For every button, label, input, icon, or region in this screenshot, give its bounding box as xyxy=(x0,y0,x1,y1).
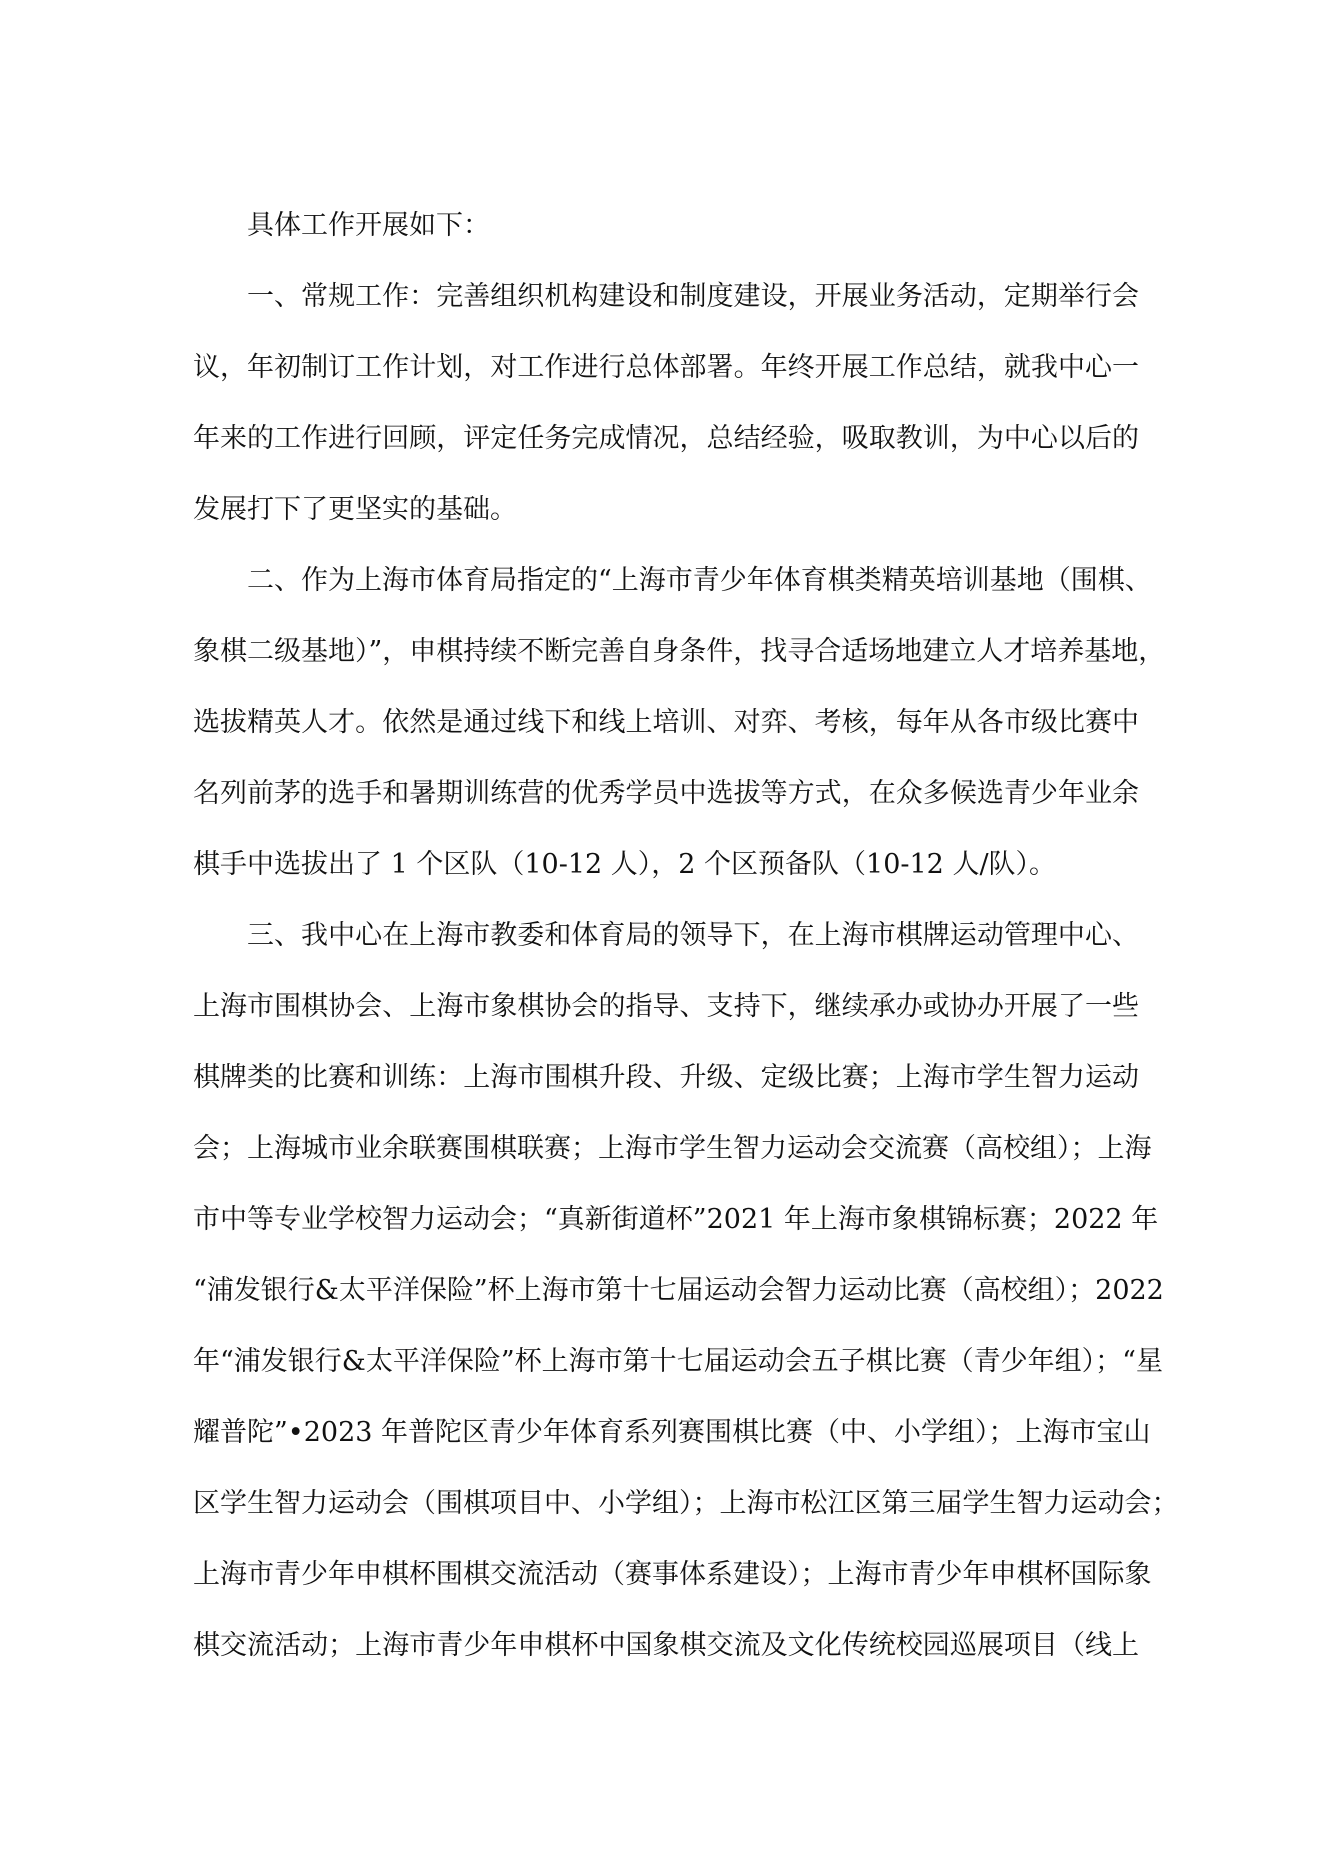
text-line: 会；上海城市业余联赛围棋联赛；上海市学生智力运动会交流赛（高校组）；上海 xyxy=(193,1133,1152,1164)
text-line: 上海市围棋协会、上海市象棋协会的指导、支持下，继续承办或协办开展了一些 xyxy=(193,991,1139,1022)
text-line: 耀普陀”•2023 年普陀区青少年体育系列赛围棋比赛（中、小学组）；上海市宝山 xyxy=(193,1417,1151,1448)
text-line: 市中等专业学校智力运动会；“真新街道杯”2021 年上海市象棋锦标赛；2022 年 xyxy=(193,1204,1159,1235)
text-line: 年“浦发银行&太平洋保险”杯上海市第十七届运动会五子棋比赛（青少年组）；“星 xyxy=(193,1346,1163,1377)
text-line: 象棋二级基地）”，申棋持续不断完善自身条件，找寻合适场地建立人才培养基地， xyxy=(193,636,1166,667)
text-line: 议，年初制订工作计划，对工作进行总体部署。年终开展工作总结，就我中心一 xyxy=(193,352,1139,383)
text-line: “浦发银行&太平洋保险”杯上海市第十七届运动会智力运动比赛（高校组）；2022 xyxy=(193,1275,1164,1306)
text-line: 选拔精英人才。依然是通过线下和线上培训、对弈、考核，每年从各市级比赛中 xyxy=(193,707,1139,738)
text-line: 一、常规工作：完善组织机构建设和制度建设，开展业务活动，定期举行会 xyxy=(247,281,1139,312)
text-line: 棋交流活动；上海市青少年申棋杯中国象棋交流及文化传统校园巡展项目（线上 xyxy=(193,1630,1139,1661)
text-line: 棋牌类的比赛和训练：上海市围棋升段、升级、定级比赛；上海市学生智力运动 xyxy=(193,1062,1139,1093)
text-line: 三、我中心在上海市教委和体育局的领导下，在上海市棋牌运动管理中心、 xyxy=(247,920,1139,951)
text-line: 发展打下了更坚实的基础。 xyxy=(193,494,517,525)
text-line: 上海市青少年申棋杯围棋交流活动（赛事体系建设）；上海市青少年申棋杯国际象 xyxy=(193,1559,1152,1590)
text-line: 具体工作开展如下： xyxy=(247,210,490,241)
text-line: 名列前茅的选手和暑期训练营的优秀学员中选拔等方式，在众多候选青少年业余 xyxy=(193,778,1139,809)
text-line: 年来的工作进行回顾，评定任务完成情况，总结经验，吸取教训，为中心以后的 xyxy=(193,423,1139,454)
text-line: 区学生智力运动会（围棋项目中、小学组）；上海市松江区第三届学生智力运动会； xyxy=(193,1488,1179,1519)
text-line: 棋手中选拔出了 1 个区队（10-12 人），2 个区预备队（10-12 人/队）。 xyxy=(193,849,1057,880)
text-line: 二、作为上海市体育局指定的“上海市青少年体育棋类精英培训基地（围棋、 xyxy=(247,565,1152,596)
